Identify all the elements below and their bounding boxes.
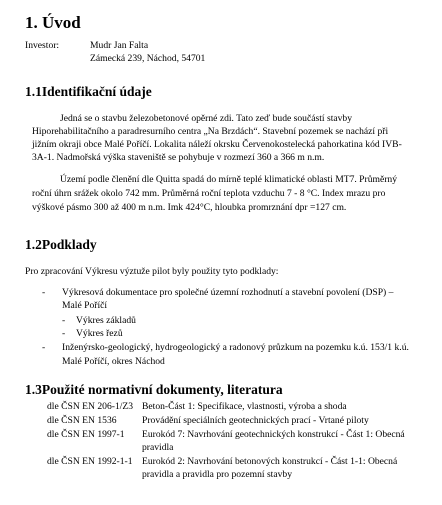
list-bullet: -: [62, 315, 66, 326]
norm-code: dle ČSN EN 1997-1: [47, 429, 125, 440]
para2-line-2: roční úhrn srážek okolo 742 mm. Průměrná roční teplota vzduchu 7 - 8 °C. Index mrazu pro: [32, 188, 386, 199]
investor-label: Investor:: [25, 40, 60, 51]
section-title-podklady: 1.2Podklady: [25, 237, 97, 252]
para1-line-2: Hiporehabilitačního a paradresurního centra „Na Brzdách“. Stavební pozemek se nachází při: [32, 126, 389, 137]
list-item-rezy: Výkres řezů: [76, 328, 123, 339]
list-bullet: -: [42, 287, 46, 298]
norm-desc: Beton-Část 1: Specifikace, vlastnosti, výroba a shoda: [142, 401, 347, 412]
norm-desc: Eurokód 7: Navrhování geotechnických konstrukcí - Část 1: Obecná: [142, 429, 405, 440]
list-item-zaklady: Výkres základů: [76, 315, 136, 326]
norm-code: dle ČSN EN 206-1/Z3: [47, 401, 134, 412]
podklady-intro: Pro zpracování Výkresu výztuže pilot byly použity tyto podklady:: [25, 266, 279, 277]
norm-desc: Provádění speciálních geotechnických prací - Vrtané piloty: [142, 415, 369, 426]
list-bullet: -: [42, 342, 46, 353]
norm-desc-cont: pravidla: [142, 442, 174, 453]
para1-line-3: jižním okraji obce Malé Poříčí. Lokalita náleží okrsku Červenokostelecká pahorkatina kód IVB-: [32, 139, 402, 150]
list-item-pruzkum-line1: Inženýrsko-geologický, hydrogeologický a radonový průzkum na pozemku k.ú. 153/1 k.ú.: [62, 342, 409, 353]
para1-line-1: Jedná se o stavbu železobetonové opěrné zdi. Tato zeď bude součástí stavby: [60, 113, 353, 124]
norm-desc-cont: pravidla a pravidla pro pozemní stavby: [142, 469, 292, 480]
list-bullet: -: [62, 328, 66, 339]
section-title-uvod: 1. Úvod: [25, 13, 81, 32]
list-item-dsp-line2: Malé Poříčí: [62, 300, 108, 311]
list-item-pruzkum-line2: Malé Poříčí, okres Náchod: [62, 356, 165, 367]
list-item-dsp-line1: Výkresová dokumentace pro společné územní rozhodnutí a stavební povolení (DSP) –: [62, 287, 394, 298]
section-title-identifikacni: 1.1Identifikační údaje: [25, 84, 152, 99]
para2-line-3: výškové pásmo 300 až 400 m n.m. Imk 424°C, hloubka promrznání dpr =127 cm.: [32, 202, 347, 213]
investor-name: Mudr Jan Falta: [90, 40, 149, 51]
norm-code: dle ČSN EN 1536: [47, 415, 117, 426]
investor-address: Zámecká 239, Náchod, 54701: [90, 53, 206, 64]
norm-code: dle ČSN EN 1992-1-1: [47, 456, 133, 467]
section-title-normy: 1.3Použité normativní dokumenty, literatura: [25, 382, 283, 397]
para2-line-1: Území podle členění dle Quitta spadá do mírně teplé klimatické oblasti MT7. Průměrný: [60, 174, 398, 185]
para1-line-4: 3A-1. Nadmořská výška staveniště se pohybuje v rozmezí 360 a 366 m n.m.: [32, 152, 325, 163]
norm-desc: Eurokód 2: Navrhování betonových konstrukcí - Část 1-1: Obecná: [142, 456, 398, 467]
